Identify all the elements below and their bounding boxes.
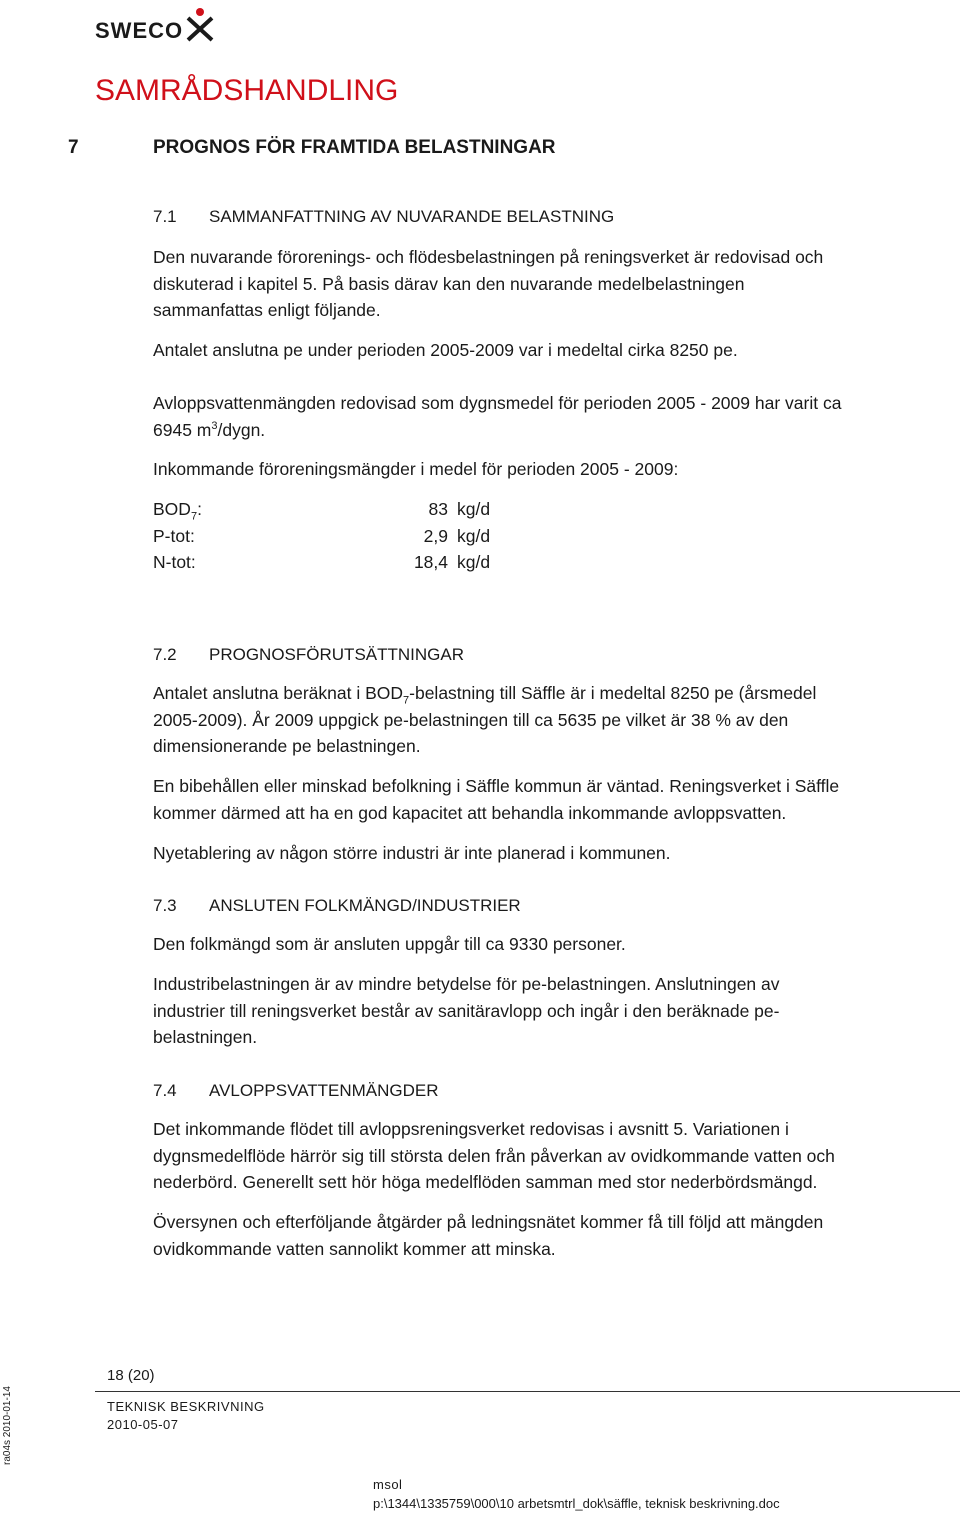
footer-author: msol bbox=[373, 1477, 403, 1492]
load-value: 2,9 bbox=[423, 525, 448, 546]
text-fragment: Antalet anslutna beräknat i BOD bbox=[153, 683, 404, 703]
load-unit: kg/d bbox=[457, 525, 491, 546]
text-line: kommer därmed att ha en god kapacitet att behandla inkommande avloppsvatten. bbox=[153, 802, 787, 823]
footer-doc-title: TEKNISK BESKRIVNING bbox=[107, 1399, 265, 1414]
text-fragment: /dygn. bbox=[217, 419, 266, 440]
sweco-logo-icon bbox=[180, 6, 216, 42]
section-7-2-title: PROGNOSFÖRUTSÄTTNINGAR bbox=[209, 645, 465, 664]
section-7-2-paragraph-2 bbox=[153, 773, 953, 826]
text-line: Industribelastningen är av mindre betydelse för pe-belastningen. Anslutningen av bbox=[153, 974, 780, 994]
load-label bbox=[153, 496, 202, 523]
text-line: 2005-2009). År 2009 uppgick pe-belastningen till ca 5635 pe vilket är 38 % av den bbox=[153, 709, 789, 730]
section-7-3-number: 7.3 bbox=[153, 896, 177, 915]
section-7-4-title: AVLOPPSVATTENMÄNGDER bbox=[209, 1081, 439, 1100]
text-line: dygnsmedelflöde härrör sig till största delen från påverkan av ovidkommande vatten och bbox=[153, 1145, 835, 1166]
text-fragment: 6945 m bbox=[153, 419, 212, 440]
loads-row-bod bbox=[153, 496, 553, 523]
text-line: Översynen och efterföljande åtgärder på ledningsnätet kommer få till följd att mängden bbox=[153, 1212, 824, 1232]
section-7-3-paragraph-1: Den folkmängd som är ansluten uppgår till ca 9330 personer. bbox=[153, 934, 626, 954]
footer-file-path: p:\1344\1335759\000\10 arbetsmtrl_dok\säffle, teknisk beskrivning.doc bbox=[373, 1496, 780, 1511]
section-7-4-number: 7.4 bbox=[153, 1081, 177, 1100]
load-label: P-tot: bbox=[153, 525, 195, 546]
section-7-3-title: ANSLUTEN FOLKMÄNGD/INDUSTRIER bbox=[209, 896, 521, 915]
section-7-2-paragraph-3: Nyetablering av någon större industri är inte planerad i kommunen. bbox=[153, 843, 671, 863]
footer-date: 2010-05-07 bbox=[107, 1417, 179, 1432]
load-label-suffix: : bbox=[197, 499, 202, 519]
text-line bbox=[153, 680, 953, 707]
load-unit: kg/d bbox=[457, 499, 491, 519]
document-type: SAMRÅDSHANDLING bbox=[95, 74, 399, 107]
load-label-text: BOD bbox=[153, 499, 191, 519]
section-7-2-paragraph-1 bbox=[153, 680, 953, 760]
text-line: diskuterad i kapitel 5. På basis därav kan den nuvarande medelbelastningen bbox=[153, 273, 745, 294]
text-line: industrier till reningsverket består av sanitäravlopp och ingår i den beräknade pe- bbox=[153, 1000, 780, 1021]
text-line: sammanfattas enligt följande. bbox=[153, 300, 381, 320]
template-id: ra04s 2010-01-14 bbox=[2, 1386, 13, 1465]
section-7-4-paragraph-1 bbox=[153, 1116, 953, 1196]
loads-row-ntot bbox=[153, 549, 553, 576]
company-logo-text: SWECO bbox=[95, 18, 184, 43]
load-unit: kg/d bbox=[457, 552, 491, 572]
text-line bbox=[153, 417, 953, 444]
text-line: En bibehållen eller minskad befolkning i Säffle kommun är väntad. Reningsverket i Säffle bbox=[153, 776, 840, 796]
text-line: Den nuvarande förorenings- och flödesbelastningen på reningsverket är redovisad och bbox=[153, 247, 824, 267]
text-line: ovidkommande vatten sannolikt kommer att minska. bbox=[153, 1238, 556, 1259]
section-7-1-paragraph-2: Antalet anslutna pe under perioden 2005-2009 var i medeltal cirka 8250 pe. bbox=[153, 340, 738, 360]
superscript: 3 bbox=[211, 419, 218, 432]
subscript: 7 bbox=[190, 510, 198, 523]
section-7-2-number: 7.2 bbox=[153, 645, 177, 664]
section-7-1-paragraph-4: Inkommande föroreningsmängder i medel för perioden 2005 - 2009: bbox=[153, 459, 679, 479]
page-number: 18 (20) bbox=[107, 1367, 155, 1384]
section-7-1-number: 7.1 bbox=[153, 207, 177, 226]
load-value: 18,4 bbox=[413, 552, 448, 572]
text-line: Avloppsvattenmängden redovisad som dygnsmedel för perioden 2005 - 2009 har varit ca bbox=[153, 393, 842, 413]
chapter-title: PROGNOS FÖR FRAMTIDA BELASTNINGAR bbox=[153, 137, 556, 158]
text-line: dimensionerande pe belastningen. bbox=[153, 736, 421, 756]
subscript: 7 bbox=[403, 694, 410, 707]
text-fragment: -belastning till Säffle är i medeltal 8250 pe (årsmedel bbox=[409, 683, 817, 703]
load-value: 83 bbox=[428, 499, 448, 519]
footer-divider bbox=[95, 1391, 960, 1392]
load-label: N-tot: bbox=[153, 552, 196, 572]
section-7-1-paragraph-3 bbox=[153, 390, 953, 443]
section-7-1-title: SAMMANFATTNING AV NUVARANDE BELASTNING bbox=[209, 207, 615, 226]
loads-table bbox=[153, 496, 553, 576]
text-line: belastningen. bbox=[153, 1027, 258, 1047]
section-7-4-paragraph-2 bbox=[153, 1209, 953, 1262]
text-line: nederbörd. Generellt sett hör höga medelflöden samman med stor nederbördsmängd. bbox=[153, 1172, 818, 1192]
text-line: Det inkommande flödet till avloppsreningsverket redovisas i avsnitt 5. Variationen i bbox=[153, 1119, 789, 1139]
chapter-number: 7 bbox=[68, 137, 79, 158]
section-7-1-paragraph-1 bbox=[153, 244, 953, 324]
loads-row-ptot bbox=[153, 523, 553, 550]
section-7-3-paragraph-2 bbox=[153, 971, 953, 1051]
